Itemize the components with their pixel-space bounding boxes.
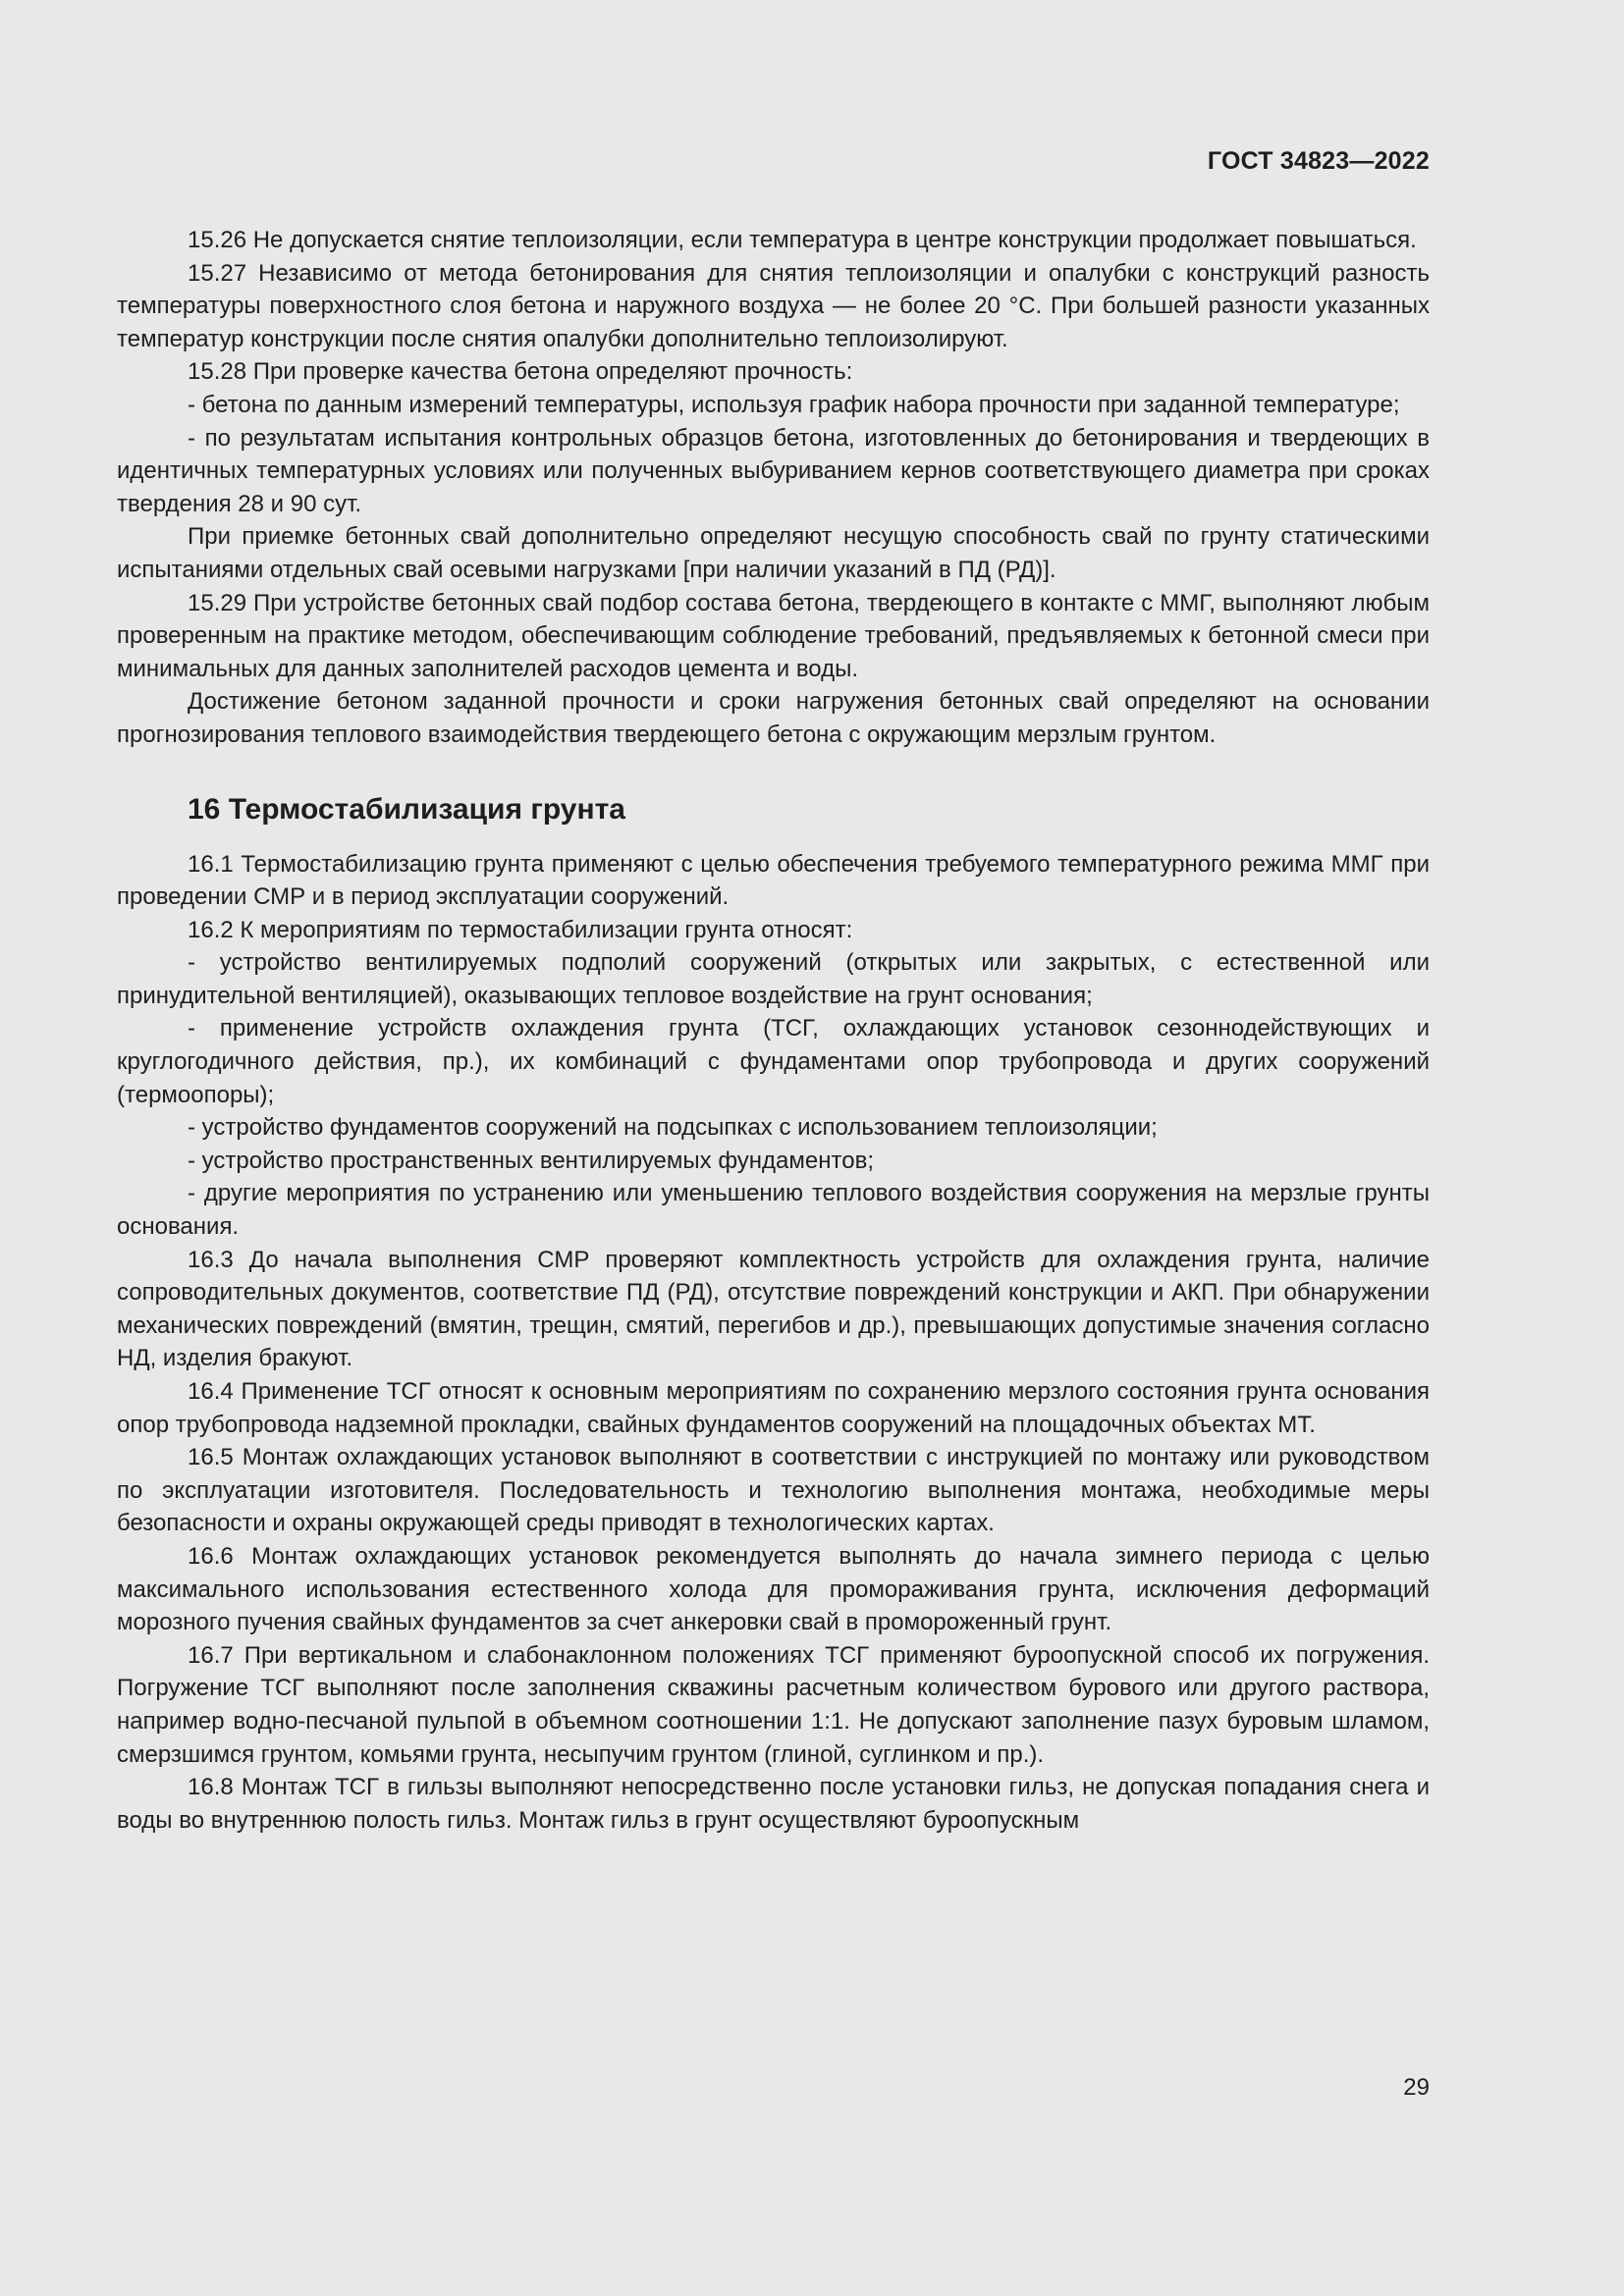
list-item-cooling-devices: - применение устройств охлаждения грунта (ТСГ, охлаждающих установок сезоннодействующих и круглогодичного действия, пр.), их комбинаций с фундаментами опор трубопровода и других сооружений (термоопоры); bbox=[117, 1015, 1430, 1108]
paragraph-concrete-strength-forecast: Достижение бетоном заданной прочности и сроки нагружения бетонных свай определяют на основании прогнозирования теплового взаимодействия твердеющего бетона с окружающим мерзлым грунтом. bbox=[117, 688, 1430, 748]
paragraph-16-3: 16.3 До начала выполнения СМР проверяют комплектность устройств для охлаждения грунта, наличие сопроводительных документов, соответствие ПД (РД), отсутствие повреждений конструкции и АКП. При обнаружении механических повреждений (вмятин, трещин, смятий, перегибов и др.), превышающих допустимые значения согласно НД, изделия бракуют. bbox=[117, 1246, 1430, 1372]
paragraph-16-7: 16.7 При вертикальном и слабонаклонном положениях ТСГ применяют буроопускной способ их погружения. Погружение ТСГ выполняют после заполнения скважины расчетным количеством бурового или другого раствора, например водно-песчаной пульпой в объемном соотношении 1:1. Не допускают заполнение пазух буровым шламом, смерзшимся грунтом, комьями грунта, несыпучим грунтом (глиной, суглинком и пр.). bbox=[117, 1641, 1430, 1768]
paragraph-16-6: 16.6 Монтаж охлаждающих установок рекомендуется выполнять до начала зимнего периода с целью максимального использования естественного холода для промораживания грунта, исключения деформаций морозного пучения свайных фундаментов за счет анкеровки свай в промороженный грунт. bbox=[117, 1542, 1430, 1636]
paragraph-pile-acceptance: При приемке бетонных свай дополнительно определяют несущую способность свай по грунту статическими испытаниями отдельных свай осевыми нагрузками [при наличии указаний в ПД (РД)]. bbox=[117, 523, 1430, 583]
paragraph-15-27: 15.27 Независимо от метода бетонирования для снятия теплоизоляции и опалубки с конструкций разность температуры поверхностного слоя бетона и наружного воздуха — не более 20 °C. При большей разности указанных температур конструкции после снятия опалубки дополнительно теплоизолируют. bbox=[117, 259, 1430, 352]
paragraph-16-8: 16.8 Монтаж ТСГ в гильзы выполняют непосредственно после установки гильз, не допуская попадания снега и воды во внутреннюю полость гильз. Монтаж гильз в грунт осуществляют буроопускным bbox=[117, 1774, 1430, 1834]
paragraph-15-29: 15.29 При устройстве бетонных свай подбор состава бетона, твердеющего в контакте с ММГ, выполняют любым проверенным на практике методом, обеспечивающим соблюдение требований, предъявляемых к бетонной смеси при минимальных для данных заполнителей расходов цемента и воды. bbox=[117, 589, 1430, 682]
list-item-ventilated-crawlspaces: - устройство вентилируемых подполий сооружений (открытых или закрытых, с естественной или принудительной вентиляцией), оказывающих тепловое воздействие на грунт основания; bbox=[117, 949, 1430, 1009]
paragraph-16-2: 16.2 К мероприятиям по термостабилизации грунта относят: bbox=[188, 916, 853, 943]
document-body bbox=[117, 224, 1430, 1837]
paragraph-15-28: 15.28 При проверке качества бетона определяют прочность: bbox=[188, 358, 853, 386]
paragraph-16-4: 16.4 Применение ТСГ относят к основным мероприятиям по сохранению мерзлого состояния грунта основания опор трубопровода надземной прокладки, свайных фундаментов сооружений на площадочных объектах МТ. bbox=[117, 1378, 1430, 1438]
paragraph-15-26: 15.26 Не допускается снятие теплоизоляции, если температура в центре конструкции продолжает повышаться. bbox=[188, 227, 1417, 253]
list-item-other-measures: - другие мероприятия по устранению или уменьшению теплового воздействия сооружения на мерзлые грунты основания. bbox=[117, 1180, 1430, 1241]
list-item-strength-by-temperature: - бетона по данным измерений температуры, используя график набора прочности при заданной температуре; bbox=[188, 391, 1400, 418]
section-16-heading: 16 Термостабилизация грунта bbox=[188, 792, 625, 826]
list-item-strength-by-samples: - по результатам испытания контрольных образцов бетона, изготовленных до бетонирования и твердеющих в идентичных температурных условиях или полученных выбуриванием кернов соответствующего диаметра при сроках твердения 28 и 90 сут. bbox=[117, 424, 1430, 517]
page-number: 29 bbox=[1403, 2074, 1430, 2101]
paragraph-16-5: 16.5 Монтаж охлаждающих установок выполняют в соответствии с инструкцией по монтажу или руководством по эксплуатации изготовителя. Последовательность и технологию выполнения монтажа, необходимые меры безопасности и охраны окружающей среды приводят в технологических картах. bbox=[117, 1444, 1430, 1537]
document-code: ГОСТ 34823—2022 bbox=[1207, 147, 1430, 175]
list-item-ventilated-foundations: - устройство пространственных вентилируемых фундаментов; bbox=[188, 1147, 874, 1174]
list-item-insulated-fill: - устройство фундаментов сооружений на подсыпках с использованием теплоизоляции; bbox=[188, 1114, 1158, 1142]
paragraph-16-1: 16.1 Термостабилизацию грунта применяют с целью обеспечения требуемого температурного режима ММГ при проведении СМР и в период эксплуатации сооружений. bbox=[117, 850, 1430, 911]
